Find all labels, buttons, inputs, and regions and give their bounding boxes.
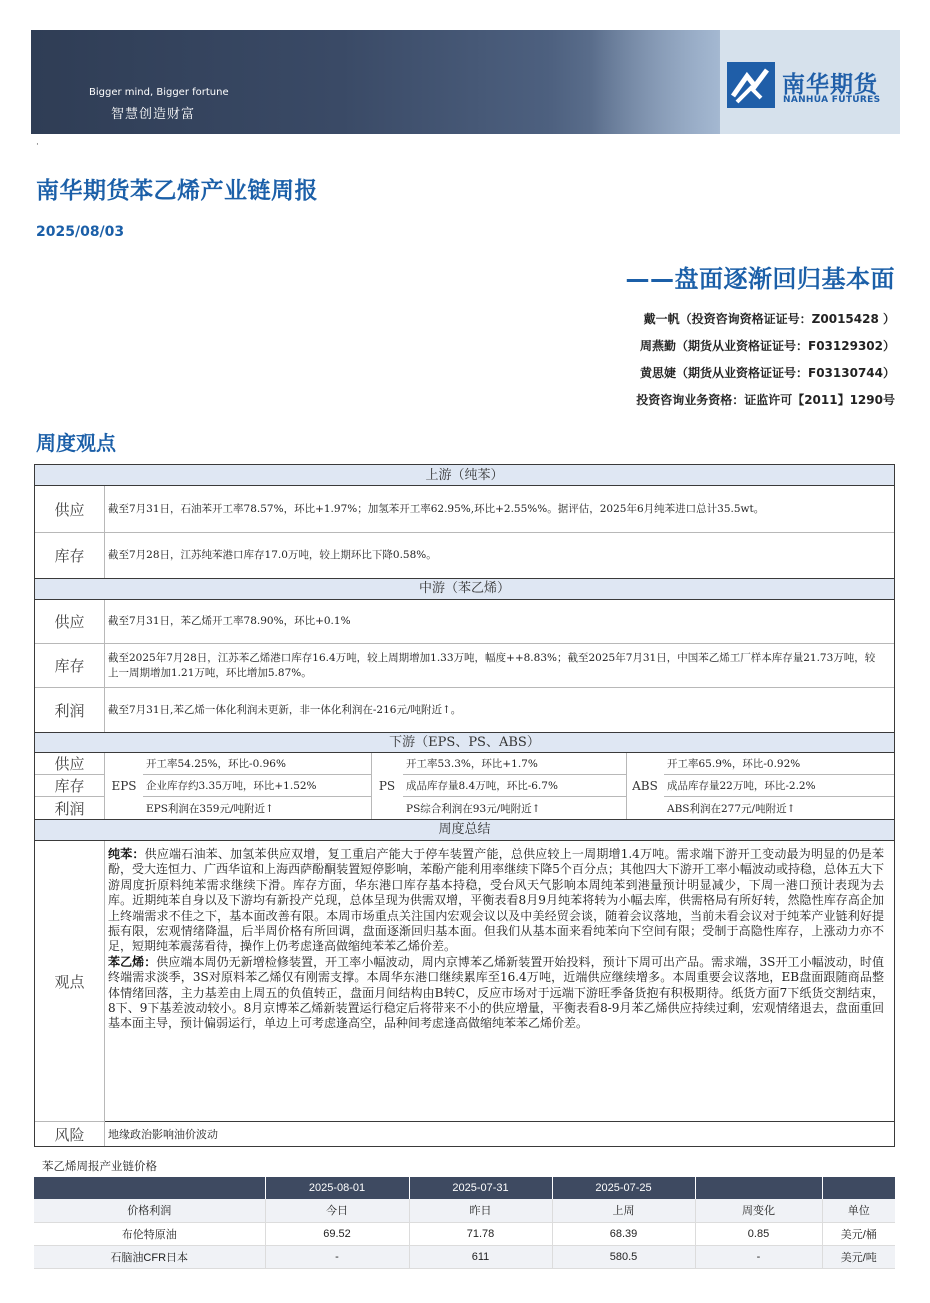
- weekly-view-table: [34, 464, 895, 1147]
- table-cell: -: [265, 1245, 409, 1268]
- price-table-title: 苯乙烯周报产业链价格: [42, 1159, 157, 1173]
- subheader-cell: 昨日: [409, 1199, 552, 1222]
- group-ps: PS: [378, 779, 396, 793]
- subheader-cell: 今日: [265, 1199, 409, 1222]
- table-row: [35, 688, 894, 732]
- subheader-cell: 单位: [822, 1199, 895, 1222]
- row-label: 库存: [35, 775, 105, 797]
- header-cell: 2025-07-31: [409, 1177, 552, 1199]
- logo-text-english: NANHUA FUTURES: [783, 95, 881, 105]
- table-cell: 0.85: [695, 1222, 822, 1245]
- risk-text: 地缘政治影响油价波动: [108, 1128, 218, 1141]
- price-table: [34, 1177, 895, 1269]
- report-subtitle: ——盘面逐渐回归基本面: [625, 265, 895, 293]
- row-label: 风险: [35, 1122, 105, 1146]
- group-eps: EPS: [111, 779, 137, 793]
- table-cell: 69.52: [265, 1222, 409, 1245]
- downstream-header: 下游（EPS、PS、ABS）: [35, 732, 894, 753]
- row-label: 供应: [35, 600, 105, 643]
- row-value: 截至7月31日，苯乙烯开工率78.90%，环比+0.1%: [108, 615, 351, 627]
- upstream-header: 上游（纯苯）: [35, 464, 894, 486]
- subheader-cell: 价格利润: [34, 1199, 265, 1222]
- row-label: 观点: [35, 841, 105, 1122]
- table-row: [35, 486, 894, 533]
- summary-head-benzene: 纯苯：: [108, 847, 145, 861]
- header-cell: [695, 1177, 822, 1199]
- report-title: 南华期货苯乙烯产业链周报: [36, 178, 318, 204]
- subheader-cell: 上周: [552, 1199, 695, 1222]
- row-value: 截至2025年7月28日，江苏苯乙烯港口库存16.4万吨，较上周期增加1.33万吨，幅度++8.83%；截至2025年7月31日，中国苯乙烯工厂样本库存量21.73万吨，较上一周期增加1.21万吨，环比增加5.87%。: [108, 651, 876, 679]
- summary-styrene: 供应端本周仍无新增检修装置，开工率小幅波动，周内京博苯乙烯新装置开始投料，预计下周可出产品。需求端，3S开工小幅波动，时值终端需求淡季，3S对原料苯乙烯仅有刚需支撑。本周华东港口继续累库至16.4万吨，近端供应继续增多。本周重要会议落地，EB盘面跟随商品整体情绪回落，主力基差由上周五的负值转正，盘面月间结构由B转C，反应市场对于远端下游旺季备货抱有积极期待。纸货方面7下纸货交割结束，8下、9下基差波动较小。8月京博苯乙烯新装置运行稳定后将带来不小的供应增量，平衡表看8-9月苯乙烯供应持续过剩，宏观情绪退去，盘面重回基本面主导，预计偏弱运行，单边上可考虑逢高空，品种间考虑逢高做缩纯苯苯乙烯价差。: [108, 954, 884, 1031]
- row-label: 利润: [35, 688, 105, 732]
- header-cell: [34, 1177, 265, 1199]
- table-cell: 布伦特原油: [34, 1222, 265, 1245]
- summary-benzene: 供应端石油苯、加氢苯供应双增，复工重启产能大于停车装置产能，总供应较上一周期增1.4万吨。需求端下游开工变动最为明显的仍是苯酚，受大连恒力、广西华谊和上海西萨酚酮装置短停影响，苯酚产能利用率继续下降5个百分点；其他四大下游开工率小幅波动或持稳，总体五大下游周度折原料纯苯需求继续下滑。库存方面，华东港口库存基本持稳，受台风天气影响本周纯苯到港量预计明显减少，下周一港口预计表现为去库。近期纯苯自身以及下游均有新投产兑现，总体呈现为供需双增，平衡表看8月9月纯苯将转为小幅去库，供需格局有所好转，然隐性库存高企加上终端需求不佳之下，基本面改善有限。本周市场重点关注国内宏观会议以及中美经贸会谈，随着会议落地，当前未看会议对于纯苯产业链利好提振有限，宏观情绪降温，后半周价格有所回调，盘面逐渐回归基本面。但我们从基本面来看纯苯向下空间有限；受制于高隐性库存，上涨动力亦不足，短期纯苯震荡看待，操作上仍考虑逢高做缩纯苯苯乙烯价差。: [108, 847, 884, 954]
- header-cell: 2025-08-01: [265, 1177, 409, 1199]
- summary-header: 周度总结: [35, 819, 894, 841]
- midstream-header: 中游（苯乙烯）: [35, 578, 894, 600]
- row-value: 截至7月31日,苯乙烯一体化利润未更新，非一体化利润在-216元/吨附近↑。: [108, 703, 462, 716]
- table-cell: EPS利润在359元/吨附近↑: [146, 802, 274, 815]
- group-abs: ABS: [632, 779, 658, 793]
- divider: [626, 753, 627, 819]
- table-cell: 开工率65.9%，环比-0.92%: [664, 753, 894, 775]
- table-cell: 企业库存约3.35万吨，环比+1.52%: [143, 775, 371, 797]
- row-label: 供应: [35, 486, 105, 532]
- author-line: 周燕勤（期货从业资格证证号：F03129302）: [640, 339, 895, 353]
- row-label: 库存: [35, 533, 105, 578]
- table-cell: 580.5: [552, 1245, 695, 1268]
- slogan-english: Bigger mind, Bigger fortune: [89, 87, 229, 98]
- author-line: 戴一帆（投资咨询资格证证号：Z0015428 ）: [643, 312, 895, 326]
- table-row: [35, 644, 894, 688]
- table-cell: 美元/吨: [822, 1245, 895, 1268]
- report-date: 2025/08/03: [36, 224, 125, 240]
- nanhua-logo-icon: [727, 62, 775, 108]
- table-cell: ABS利润在277元/吨附近↑: [667, 802, 796, 815]
- table-cell: 石脑油CFR日本: [34, 1245, 265, 1268]
- author-line: 黄思婕（期货从业资格证证号：F03130744）: [640, 366, 895, 380]
- table-row: [34, 1245, 895, 1268]
- summary-text: [105, 841, 894, 1122]
- slogan-chinese: 智慧创造财富: [111, 107, 196, 122]
- logo-text-chinese: 南华期货: [782, 72, 878, 98]
- decorative-dot: ·: [36, 140, 39, 150]
- header-banner: [31, 30, 900, 134]
- table-row: [35, 600, 894, 644]
- row-value: 截至7月31日，石油苯开工率78.57%，环比+1.97%；加氢苯开工率62.95%,环比+2.55%%。据评估，2025年6月纯苯进口总计35.5wt。: [108, 502, 765, 515]
- summary-head-styrene: 苯乙烯：: [108, 954, 157, 969]
- price-table-header: [34, 1177, 895, 1199]
- table-row: [35, 533, 894, 578]
- table-cell: 71.78: [409, 1222, 552, 1245]
- table-cell: 美元/桶: [822, 1222, 895, 1245]
- table-cell: 成品库存量8.4万吨，环比-6.7%: [403, 775, 626, 797]
- section-heading: 周度观点: [36, 431, 116, 455]
- table-row: [34, 1222, 895, 1245]
- subheader-cell: 周变化: [695, 1199, 822, 1222]
- header-cell: [822, 1177, 895, 1199]
- table-cell: PS综合利润在93元/吨附近↑: [406, 802, 541, 815]
- table-cell: 开工率54.25%，环比-0.96%: [143, 753, 371, 775]
- divider: [371, 753, 372, 819]
- license-line: 投资咨询业务资格：证监许可【2011】1290号: [636, 393, 895, 407]
- price-table-subheader: [34, 1199, 895, 1222]
- row-label: 库存: [35, 644, 105, 687]
- table-cell: 68.39: [552, 1222, 695, 1245]
- table-cell: 611: [409, 1245, 552, 1268]
- row-value: 截至7月28日，江苏纯苯港口库存17.0万吨，较上期环比下降0.58%。: [108, 549, 437, 561]
- row-label: 供应: [35, 753, 105, 775]
- row-label: 利润: [35, 797, 105, 819]
- header-cell: 2025-07-25: [552, 1177, 695, 1199]
- table-cell: 开工率53.3%，环比+1.7%: [403, 753, 626, 775]
- table-cell: 成品库存量22万吨，环比-2.2%: [664, 775, 894, 797]
- table-cell: -: [695, 1245, 822, 1268]
